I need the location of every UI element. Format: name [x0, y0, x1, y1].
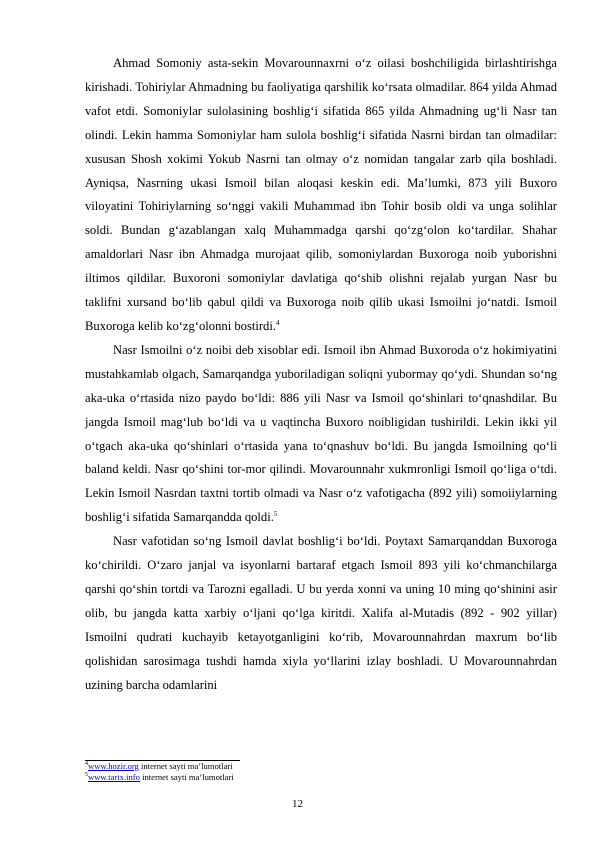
footnote-link[interactable]: www.hozir.org: [88, 761, 139, 771]
paragraph-text: Ahmad Somoniy asta-sekin Movarounnaxrni o‘z oilasi boshchiligida birlashtirishga kirishadi. Tohiriylar Ahmadning bu faoliyatiga qarshilik ko‘rsata olmadilar. 864 yilda Ahmad vafot etdi. Somoniylar sulolasining boshlig‘i sifatida 865 yilda Ahmadning ug‘li Nasr tan olindi. Lekin hamma Somoniylar ham sulola boshlig‘i sifatida Nasrni birdan tan olmadilar: xususan Shosh xokimi Yokub Nasrni tan olmay o‘z nomidan tangalar zarb qila boshladi. Ayniqsa, Nasrning ukasi Ismoil bilan aloqasi keskin edi. Ma’lumki, 873 yili Buxoro viloyatini Tohiriylarning so‘nggi vakili Muhammad ibn Tohir bosib oldi va unga solihlar soldi. Bundan g‘azablangan xalq Muhammadga qarshi qo‘zg‘olon ko‘tardilar. Shahar amaldorlari Nasr ibn Ahmadga murojaat qilib, somoniylardan Buxoroga noib yuborishni iltimos qildilar. Buxoroni somoniylar davlatiga qo‘shib olishni rejalab yurgan Nasr bu taklifni xursand bo‘lib qabul qildi va Buxoroga noib qilib ukasi Ismoilni jo‘natdi. Ismoil Buxoroga kelib ko‘zg‘olonni bostirdi.: [85, 56, 557, 333]
footnote-4: [85, 761, 557, 772]
paragraph-2: [85, 339, 557, 530]
paragraph-3: [85, 530, 557, 697]
paragraph-text: Nasr Ismoilni o‘z noibi deb xisoblar edi. Ismoil ibn Ahmad Buxoroda o‘z hokimiyatini mustahkamlab olgach, Samarqandga yuboriladigan soliqni yubormay qo‘ydi. Shundan so‘ng aka-uka o‘rtasida nizo paydo bo‘ldi: 886 yili Nasr va Ismoil qo‘shinlari to‘qnashdilar. Bu jangda Ismoil mag‘lub bo‘ldi va u vaqtincha Buxoro noibligidan tushirildi. Lekin ikki yil o‘tgach aka-uka qo‘shinlari o‘rtasida yana to‘qnashuv bo‘ldi. Bu jangda Ismoilning qo‘li baland keldi. Nasr qo‘shini tor-mor qilindi. Movarounnahr xukmronligi Ismoil qo‘liga o‘tdi. Lekin Ismoil Nasrdan taxtni tortib olmadi va Nasr o‘z vafotigacha (892 yili) somoiiylarning boshlig‘i sifatida Samarqandda qoldi.: [85, 342, 557, 525]
footnote-5: [85, 772, 557, 783]
footnote-ref-4[interactable]: 4: [275, 318, 280, 327]
paragraph-1: [85, 52, 557, 339]
footnote-text: internet sayti ma’lumotlari: [139, 772, 234, 782]
footnote-text: internet sayti ma’lumotlari: [138, 761, 233, 771]
footnote-number: 5: [85, 772, 88, 779]
footnote-link[interactable]: www.tarix.info: [88, 772, 140, 782]
page-number: 12: [292, 798, 303, 810]
paragraph-text: Nasr vafotidan so‘ng Ismoil davlat boshlig‘i bo‘ldi. Poytaxt Samarqanddan Buxoroga ko‘chirildi. O‘zaro janjal va isyonlarni bartaraf etgach Ismoil 893 yili ko‘chmanchilarga qarshi qo‘shin tortdi va Tarozni egalladi. U bu yerda xonni va uning 10 ming qo‘shinini asir olib, bu jangda katta xarbiy o‘ljani qo‘lga kiritdi. Xalifa al-Mutadis (892 - 902 yillar) Ismoilni qudrati kuchayib ketayotganligini ko‘rib, Movarounnahrdan maxrum bo‘lib qolishidan sarosimaga tushdi hamda xiyla yo‘llarini izlay boshladi. U Movarounnahrdan uzining barcha odamlarini: [85, 534, 557, 692]
body-text: [85, 52, 557, 697]
footnote-number: 4: [85, 761, 88, 768]
footnotes: [85, 761, 557, 783]
footnote-ref-5[interactable]: 5: [273, 510, 278, 519]
